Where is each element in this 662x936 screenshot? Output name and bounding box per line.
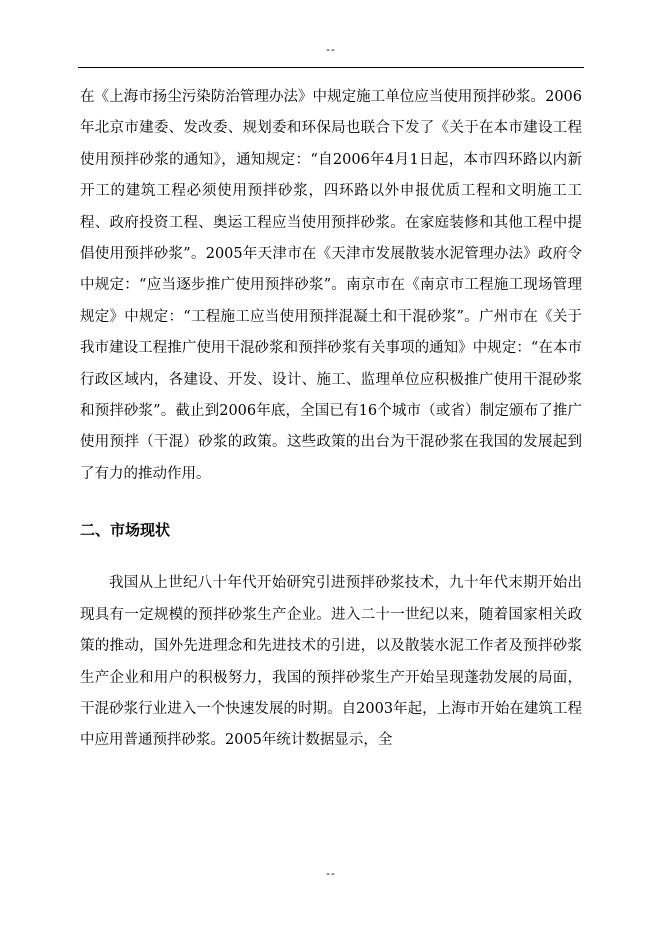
paragraph-market-status: 我国从上世纪八十年代开始研究引进预拌砂浆技术，九十年代末期开始出现具有一定规模的预拌砂浆生产企业。进入二十一世纪以来，随着国家相关政策的推动，国外先进理念和先进技术的引进，以及散装水泥工作者及预拌砂浆生产企业和用户的积极努力，我国的预拌砂浆生产开始呈现蓬勃发展的局面，干混砂浆行业进入一个快速发展的时期。自2003年起，上海市开始在建筑工程中应用普通预拌砂浆。2005年统计数据显示，全 xyxy=(80,575,582,749)
section-heading: 二、市场现状 xyxy=(80,521,171,540)
paragraph-policies: 在《上海市扬尘污染防治管理办法》中规定施工单位应当使用预拌砂浆。2006年北京市建委、发改委、规划委和环保局也联合下发了《关于在本市建设工程使用预拌砂浆的通知》，通知规定：“自2006年4月1日起，本市四环路以内新开工的建筑工程必须使用预拌砂浆，四环路以外申报优质工程和文明施工工程、政府投资工程、奥运工程应当使用预拌砂浆。在家庭装修和其他工程中提倡使用预拌砂浆”。2005年天津市在《天津市发展散装水泥管理办法》政府令中规定：“应当逐步推广使用预拌砂浆”。南京市在《南京市工程施工现场管理规定》中规定：“工程施工应当使用预拌混凝土和干混砂浆”。广州市在《关于我市建设工程推广使用干混砂浆和预拌砂浆有关事项的通知》中规定：“在本市行政区域内，各建设、开发、设计、施工、监理单位应积极推广使用干混砂浆和预拌砂浆”。截止到2006年底，全国已有16个城市（或省）制定颁布了推广使用预拌（干混）砂浆的政策。这些政策的出台为干混砂浆在我国的发展起到了有力的推动作用。 xyxy=(80,89,582,482)
header-rule xyxy=(78,67,584,68)
header-mark: -- xyxy=(326,43,336,56)
document-body xyxy=(80,82,582,757)
footer-mark: -- xyxy=(326,867,336,880)
